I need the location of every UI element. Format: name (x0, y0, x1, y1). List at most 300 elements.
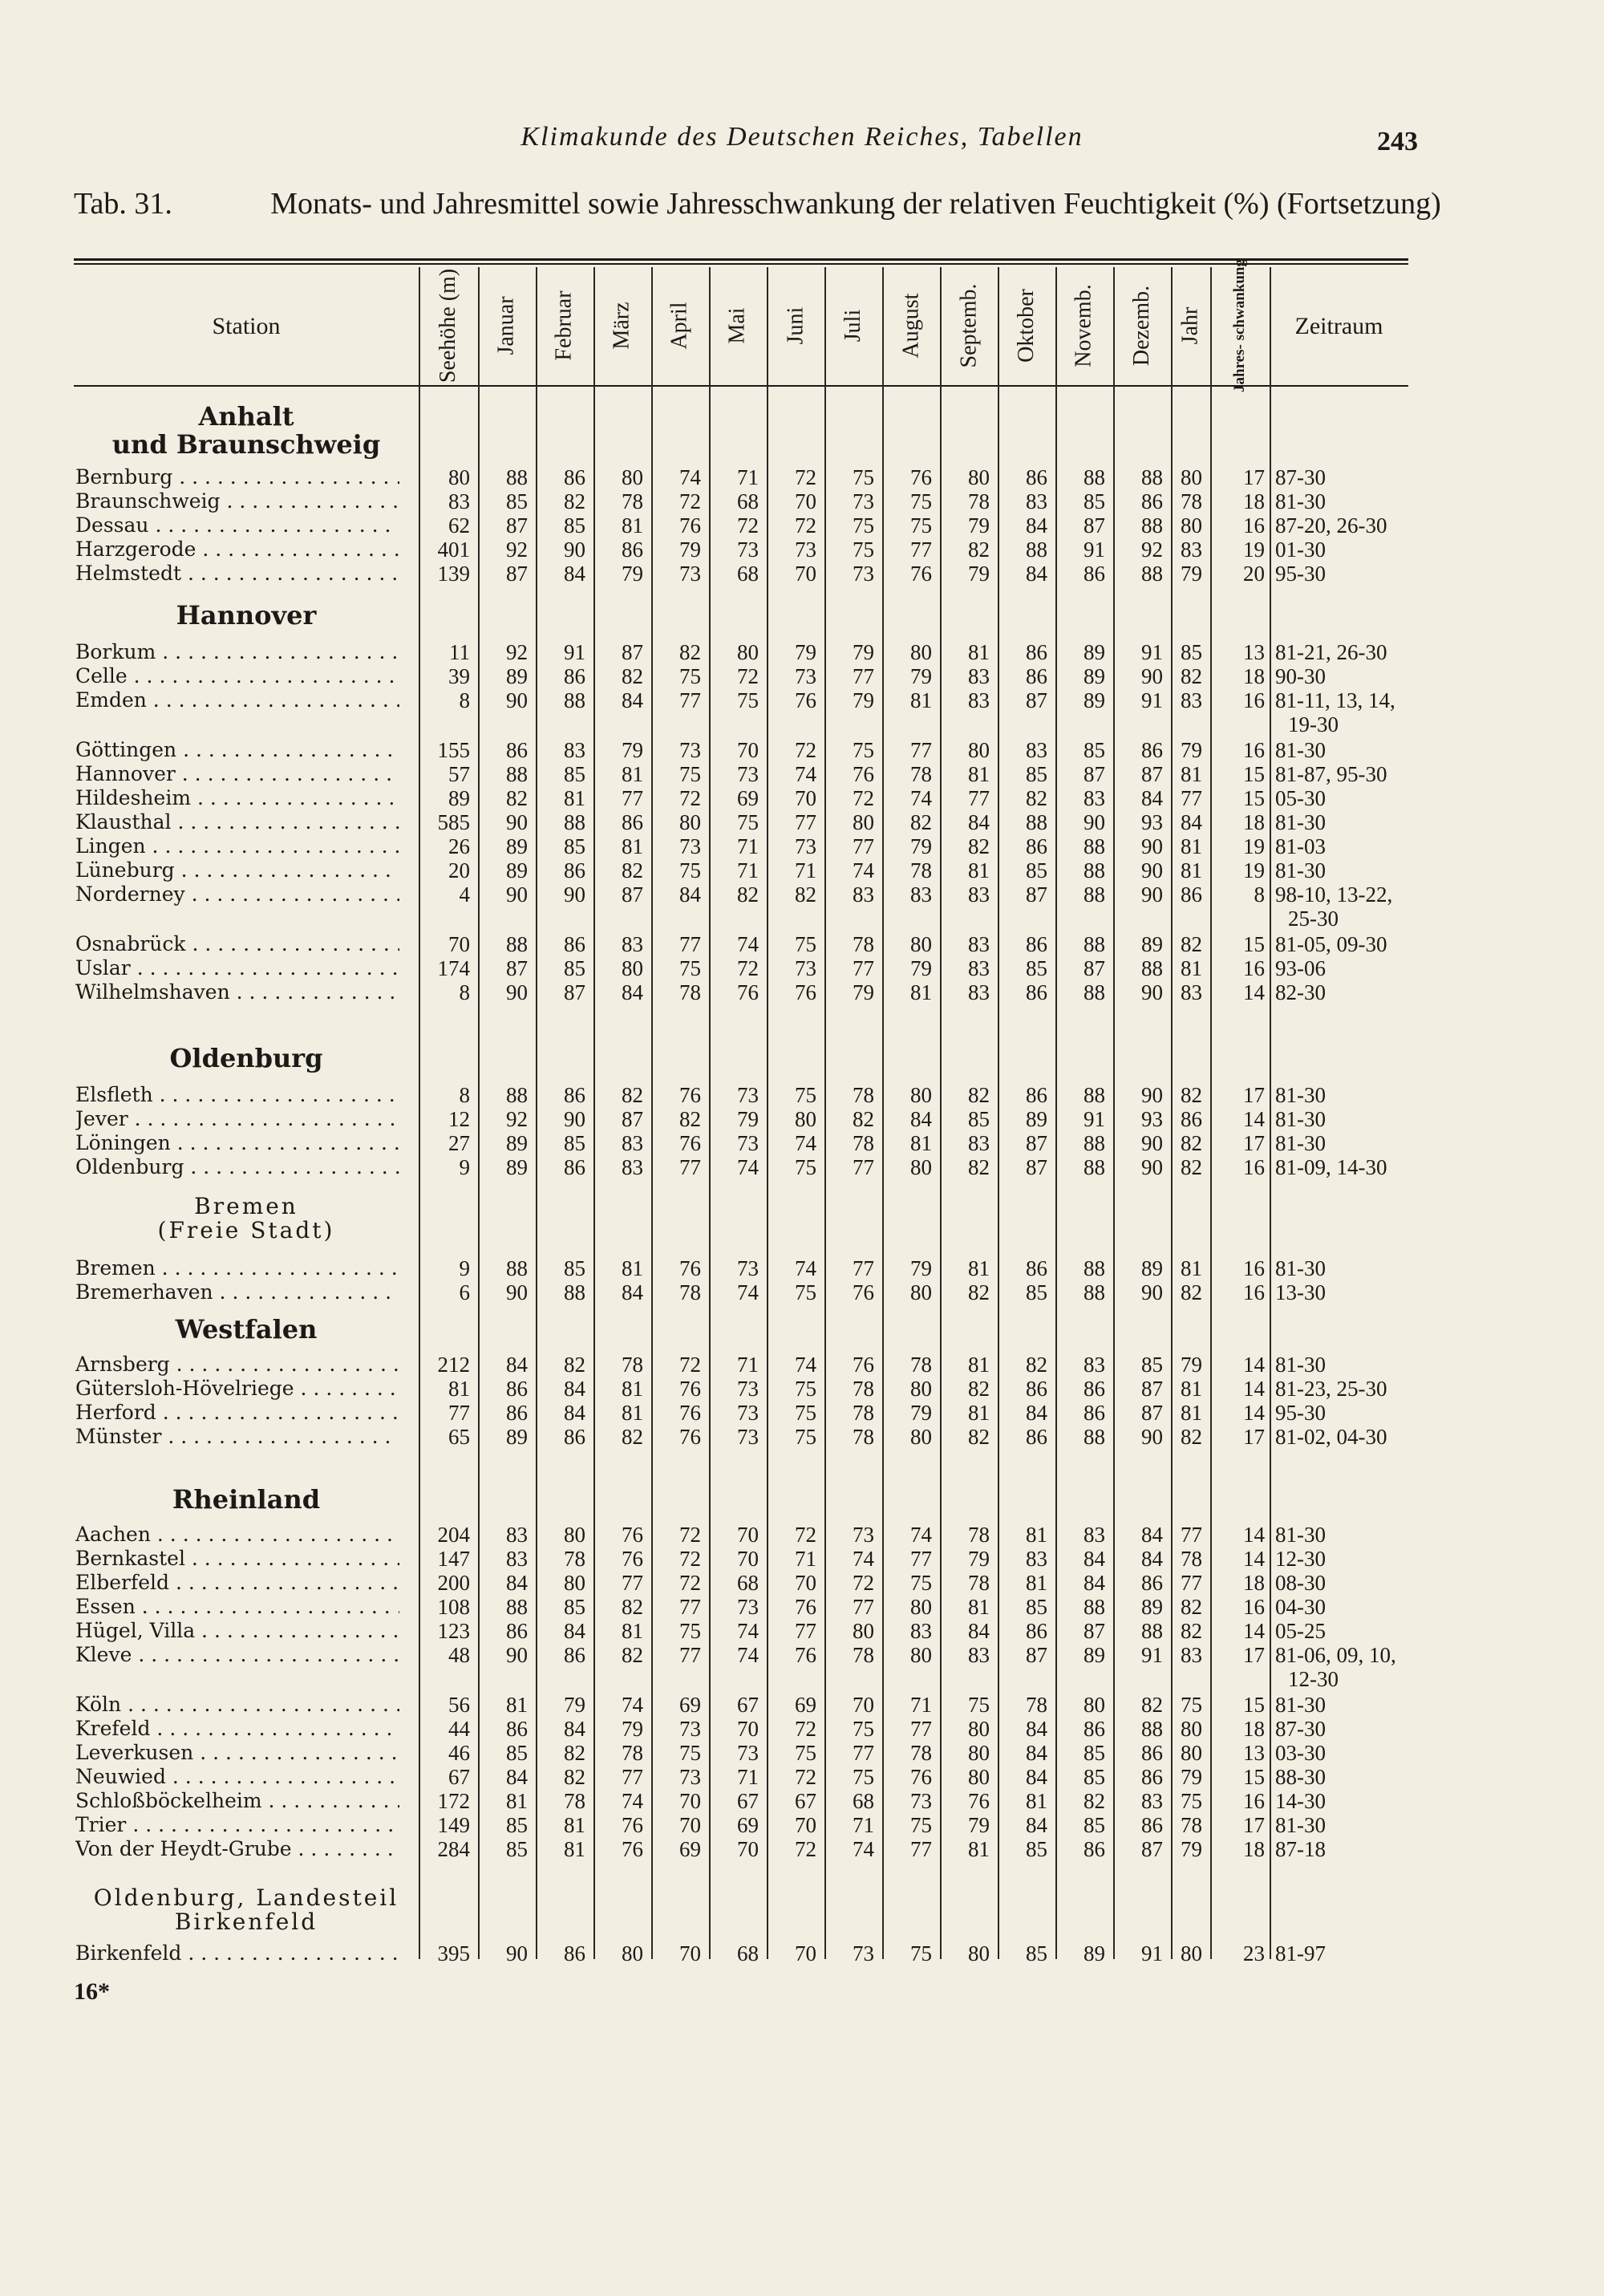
cell-schwankung: 17 (1243, 1643, 1265, 1667)
column-header-jahr (1171, 267, 1210, 384)
cell-jahr: 83 (1181, 980, 1202, 1004)
top-rule-inner (74, 263, 1408, 265)
cell-month-value: 70 (679, 1789, 701, 1813)
cell-month-value: 78 (853, 1377, 874, 1401)
table-row (0, 640, 1604, 664)
cell-month-value: 79 (910, 1401, 932, 1425)
cell-month-value: 80 (968, 1941, 990, 1965)
cell-month-value: 87 (1141, 1377, 1163, 1401)
cell-jahr: 81 (1181, 762, 1202, 786)
cell-schwankung: 14 (1243, 980, 1265, 1004)
cell-month-value: 82 (795, 882, 816, 907)
table-row (0, 537, 1604, 562)
table-caption-text: Monats- und Jahresmittel sowie Jahresschwankung der relativen Feuchtigkeit (%) (Fortsetzung) (270, 187, 1441, 221)
cell-schwankung: 14 (1243, 1401, 1265, 1425)
cell-month-value: 80 (622, 956, 643, 980)
station-name: Lingen . . . (75, 834, 399, 858)
cell-month-value: 80 (910, 1595, 932, 1619)
cell-month-value: 75 (795, 1401, 816, 1425)
cell-month-value: 75 (795, 1155, 816, 1179)
cell-month-value: 73 (737, 1401, 759, 1425)
cell-zeitraum: 81-30 (1275, 1693, 1326, 1717)
cell-month-value: 75 (853, 465, 874, 489)
cell-zeitraum: 13-30 (1275, 1280, 1326, 1304)
cell-month-value: 72 (679, 1547, 701, 1571)
cell-month-value: 88 (506, 465, 528, 489)
cell-month-value: 69 (737, 1813, 759, 1837)
cell-month-value: 85 (1026, 956, 1047, 980)
cell-zeitraum: 81-30 (1275, 738, 1326, 762)
cell-month-value: 70 (795, 786, 816, 810)
cell-month-value: 88 (1141, 562, 1163, 586)
table-row (0, 810, 1604, 834)
cell-month-value: 86 (1141, 738, 1163, 762)
cell-month-value: 88 (506, 1083, 528, 1107)
cell-month-value: 73 (737, 537, 759, 562)
cell-month-value: 85 (506, 1813, 528, 1837)
cell-jahr: 83 (1181, 688, 1202, 712)
group-title: Westfalen (175, 1314, 318, 1345)
cell-month-value: 76 (679, 513, 701, 537)
cell-month-value: 73 (737, 1377, 759, 1401)
cell-jahr: 82 (1181, 932, 1202, 956)
cell-month-value: 89 (1084, 688, 1105, 712)
table-row-continuation (0, 1667, 1604, 1691)
cell-jahr: 81 (1181, 834, 1202, 858)
cell-month-value: 76 (853, 1280, 874, 1304)
cell-month-value: 80 (679, 810, 701, 834)
cell-month-value: 77 (910, 1547, 932, 1571)
group-title: Birkenfeld (174, 1909, 318, 1935)
cell-zeitraum: 81-03 (1275, 834, 1326, 858)
cell-month-value: 84 (622, 688, 643, 712)
cell-month-value: 87 (622, 882, 643, 907)
cell-month-value: 83 (968, 980, 990, 1004)
cell-seehoehe: 81 (448, 1377, 470, 1401)
cell-month-value: 71 (795, 1547, 816, 1571)
cell-month-value: 79 (622, 1717, 643, 1741)
station-name: Uslar . . . (75, 956, 399, 980)
cell-seehoehe: 585 (437, 810, 470, 834)
table-row (0, 1619, 1604, 1643)
cell-month-value: 90 (564, 882, 585, 907)
station-name: Von der Heydt-Grube . . . (75, 1837, 399, 1860)
column-header-month-label: Dezemb. (1129, 285, 1155, 367)
cell-month-value: 82 (1084, 1789, 1105, 1813)
cell-zeitraum: 05-25 (1275, 1619, 1326, 1643)
cell-month-value: 79 (737, 1107, 759, 1131)
cell-month-value: 88 (1084, 1155, 1105, 1179)
cell-month-value: 88 (1084, 1256, 1105, 1280)
cell-jahr: 80 (1181, 1741, 1202, 1765)
cell-zeitraum: 14-30 (1275, 1789, 1326, 1813)
cell-month-value: 74 (737, 1155, 759, 1179)
cell-month-value: 75 (853, 738, 874, 762)
cell-month-value: 79 (968, 513, 990, 537)
cell-month-value: 88 (1084, 1280, 1105, 1304)
cell-month-value: 72 (737, 956, 759, 980)
cell-schwankung: 18 (1243, 1717, 1265, 1741)
cell-month-value: 71 (853, 1813, 874, 1837)
cell-seehoehe: 70 (448, 932, 470, 956)
cell-month-value: 84 (564, 562, 585, 586)
cell-seehoehe: 62 (448, 513, 470, 537)
station-name: Braunschweig . . . (75, 489, 399, 513)
cell-month-value: 86 (1084, 1377, 1105, 1401)
cell-month-value: 88 (1084, 882, 1105, 907)
cell-month-value: 74 (795, 762, 816, 786)
cell-month-value: 92 (1141, 537, 1163, 562)
cell-month-value: 77 (853, 1595, 874, 1619)
cell-month-value: 76 (853, 1353, 874, 1377)
cell-jahr: 82 (1181, 1280, 1202, 1304)
cell-month-value: 70 (737, 1837, 759, 1861)
cell-month-value: 82 (506, 786, 528, 810)
cell-month-value: 81 (622, 1377, 643, 1401)
station-name: Celle . . . (75, 664, 399, 688)
cell-month-value: 84 (1084, 1571, 1105, 1595)
cell-month-value: 78 (910, 1353, 932, 1377)
station-name: Hügel, Villa . . . (75, 1619, 399, 1642)
cell-month-value: 90 (1141, 1131, 1163, 1155)
station-name: Neuwied . . . (75, 1765, 399, 1788)
cell-month-value: 83 (968, 956, 990, 980)
cell-zeitraum: 87-20, 26-30 (1275, 513, 1387, 537)
cell-month-value: 86 (506, 1619, 528, 1643)
group-title: Anhalt (198, 401, 294, 432)
cell-month-value: 82 (622, 1425, 643, 1449)
station-name: Bernkastel . . . (75, 1547, 399, 1570)
cell-month-value: 79 (853, 640, 874, 664)
cell-month-value: 75 (795, 1741, 816, 1765)
station-name: Borkum . . . (75, 640, 399, 663)
cell-month-value: 87 (1084, 513, 1105, 537)
station-name: Schloßböckelheim . . . (75, 1789, 399, 1812)
cell-month-value: 86 (506, 1401, 528, 1425)
cell-month-value: 76 (737, 980, 759, 1004)
table-row (0, 956, 1604, 980)
column-header-month-label: Oktober (1014, 289, 1039, 363)
cell-jahr: 81 (1181, 1401, 1202, 1425)
cell-month-value: 80 (853, 1619, 874, 1643)
cell-month-value: 90 (506, 980, 528, 1004)
cell-seehoehe: 80 (448, 465, 470, 489)
cell-month-value: 84 (1026, 513, 1047, 537)
cell-month-value: 88 (506, 1595, 528, 1619)
cell-month-value: 79 (910, 956, 932, 980)
cell-month-value: 87 (1026, 688, 1047, 712)
cell-month-value: 84 (622, 980, 643, 1004)
cell-month-value: 80 (564, 1571, 585, 1595)
station-name: Münster . . . (75, 1425, 399, 1448)
cell-month-value: 90 (1141, 858, 1163, 882)
cell-month-value: 85 (1026, 1595, 1047, 1619)
cell-month-value: 72 (795, 1717, 816, 1741)
cell-schwankung: 18 (1243, 664, 1265, 688)
cell-month-value: 82 (968, 1425, 990, 1449)
cell-month-value: 71 (737, 834, 759, 858)
group-title: Oldenburg (169, 1043, 323, 1073)
cell-month-value: 72 (795, 1837, 816, 1861)
cell-month-value: 76 (622, 1547, 643, 1571)
cell-month-value: 87 (1141, 1837, 1163, 1861)
column-header-month-label: August (898, 293, 923, 359)
cell-month-value: 81 (1026, 1789, 1047, 1813)
table-row (0, 1643, 1604, 1667)
cell-jahr: 79 (1181, 562, 1202, 586)
cell-month-value: 91 (564, 640, 585, 664)
cell-month-value: 85 (564, 956, 585, 980)
station-name: Lüneburg . . . (75, 858, 399, 882)
cell-zeitraum-continued: 12-30 (1288, 1667, 1339, 1691)
station-name: Osnabrück . . . (75, 932, 399, 955)
cell-month-value: 86 (506, 738, 528, 762)
cell-seehoehe: 139 (437, 562, 470, 586)
cell-month-value: 87 (1141, 762, 1163, 786)
cell-month-value: 69 (679, 1693, 701, 1717)
cell-month-value: 73 (795, 834, 816, 858)
table-row (0, 562, 1604, 586)
cell-month-value: 72 (679, 1353, 701, 1377)
station-name: Aachen . . . (75, 1523, 399, 1546)
cell-month-value: 79 (910, 664, 932, 688)
cell-jahr: 79 (1181, 738, 1202, 762)
cell-month-value: 83 (564, 738, 585, 762)
station-name: Harzgerode . . . (75, 537, 399, 561)
cell-month-value: 89 (506, 858, 528, 882)
cell-month-value: 81 (622, 513, 643, 537)
cell-month-value: 81 (910, 688, 932, 712)
cell-month-value: 72 (679, 1571, 701, 1595)
cell-month-value: 88 (1084, 834, 1105, 858)
cell-schwankung: 17 (1243, 1083, 1265, 1107)
cell-zeitraum: 81-21, 26-30 (1275, 640, 1387, 664)
cell-month-value: 89 (506, 1131, 528, 1155)
column-header-jahr-label: Jahr (1177, 306, 1203, 345)
cell-month-value: 88 (1141, 1717, 1163, 1741)
cell-zeitraum: 81-97 (1275, 1941, 1326, 1965)
cell-month-value: 76 (622, 1837, 643, 1861)
cell-jahr: 78 (1181, 489, 1202, 513)
cell-month-value: 90 (506, 810, 528, 834)
cell-month-value: 70 (853, 1693, 874, 1717)
cell-month-value: 80 (968, 738, 990, 762)
cell-month-value: 82 (622, 1643, 643, 1667)
cell-month-value: 73 (679, 834, 701, 858)
cell-month-value: 82 (968, 834, 990, 858)
cell-month-value: 86 (1084, 1717, 1105, 1741)
cell-schwankung: 19 (1243, 834, 1265, 858)
cell-schwankung: 8 (1254, 882, 1265, 907)
cell-month-value: 72 (737, 664, 759, 688)
cell-month-value: 91 (1141, 1643, 1163, 1667)
cell-month-value: 83 (1026, 1547, 1047, 1571)
station-name: Wilhelmshaven . . . (75, 980, 399, 1004)
table-row (0, 834, 1604, 858)
cell-month-value: 82 (968, 1377, 990, 1401)
cell-month-value: 72 (853, 786, 874, 810)
cell-seehoehe: 57 (448, 762, 470, 786)
table-row (0, 932, 1604, 956)
cell-month-value: 88 (1141, 1619, 1163, 1643)
cell-month-value: 69 (737, 786, 759, 810)
cell-month-value: 73 (679, 1717, 701, 1741)
cell-month-value: 84 (1026, 1401, 1047, 1425)
cell-month-value: 88 (564, 810, 585, 834)
cell-month-value: 81 (622, 1256, 643, 1280)
cell-month-value: 82 (968, 1280, 990, 1304)
cell-month-value: 92 (506, 640, 528, 664)
cell-zeitraum: 81-05, 09-30 (1275, 932, 1387, 956)
cell-month-value: 81 (622, 834, 643, 858)
cell-month-value: 80 (910, 640, 932, 664)
cell-month-value: 68 (853, 1789, 874, 1813)
cell-schwankung: 18 (1243, 810, 1265, 834)
cell-schwankung: 16 (1243, 1595, 1265, 1619)
cell-month-value: 77 (910, 1837, 932, 1861)
cell-month-value: 81 (968, 640, 990, 664)
cell-month-value: 77 (622, 1765, 643, 1789)
cell-month-value: 90 (564, 537, 585, 562)
cell-month-value: 86 (1026, 834, 1047, 858)
cell-month-value: 84 (1026, 1765, 1047, 1789)
cell-month-value: 91 (1084, 1107, 1105, 1131)
cell-month-value: 90 (564, 1107, 585, 1131)
cell-month-value: 83 (968, 1643, 990, 1667)
cell-month-value: 80 (564, 1523, 585, 1547)
group-title: (Freie Stadt) (157, 1217, 335, 1243)
cell-month-value: 75 (679, 1741, 701, 1765)
cell-month-value: 71 (737, 1765, 759, 1789)
cell-month-value: 81 (564, 786, 585, 810)
cell-month-value: 73 (910, 1789, 932, 1813)
cell-month-value: 79 (679, 537, 701, 562)
cell-jahr: 83 (1181, 537, 1202, 562)
cell-month-value: 74 (795, 1256, 816, 1280)
cell-month-value: 81 (564, 1813, 585, 1837)
cell-month-value: 84 (1141, 786, 1163, 810)
group-title: Rheinland (172, 1484, 321, 1515)
cell-month-value: 70 (795, 562, 816, 586)
cell-month-value: 78 (622, 489, 643, 513)
cell-month-value: 80 (968, 1717, 990, 1741)
cell-month-value: 87 (1141, 1401, 1163, 1425)
group-title: Hannover (176, 600, 317, 631)
cell-schwankung: 16 (1243, 956, 1265, 980)
cell-month-value: 72 (795, 465, 816, 489)
cell-month-value: 84 (1141, 1523, 1163, 1547)
cell-month-value: 86 (1026, 932, 1047, 956)
cell-month-value: 88 (506, 932, 528, 956)
cell-seehoehe: 8 (459, 688, 470, 712)
cell-month-value: 81 (564, 1837, 585, 1861)
cell-month-value: 87 (506, 956, 528, 980)
cell-month-value: 80 (968, 465, 990, 489)
cell-schwankung: 15 (1243, 1693, 1265, 1717)
cell-jahr: 80 (1181, 1941, 1202, 1965)
cell-month-value: 76 (679, 1401, 701, 1425)
cell-month-value: 80 (795, 1107, 816, 1131)
cell-month-value: 83 (968, 688, 990, 712)
cell-month-value: 81 (968, 1353, 990, 1377)
station-name: Jever . . . (75, 1107, 399, 1130)
cell-month-value: 77 (679, 688, 701, 712)
cell-month-value: 83 (968, 882, 990, 907)
cell-month-value: 72 (679, 489, 701, 513)
cell-month-value: 89 (506, 1425, 528, 1449)
cell-month-value: 82 (1141, 1693, 1163, 1717)
cell-month-value: 88 (1141, 956, 1163, 980)
cell-jahr: 80 (1181, 513, 1202, 537)
cell-jahr: 77 (1181, 1571, 1202, 1595)
table-row (0, 1813, 1604, 1837)
cell-month-value: 86 (1026, 664, 1047, 688)
cell-month-value: 90 (506, 882, 528, 907)
cell-month-value: 79 (853, 688, 874, 712)
cell-month-value: 82 (564, 1353, 585, 1377)
cell-month-value: 88 (506, 1256, 528, 1280)
cell-month-value: 82 (564, 1741, 585, 1765)
cell-month-value: 84 (1026, 1717, 1047, 1741)
cell-month-value: 80 (1084, 1693, 1105, 1717)
column-header-month (1055, 267, 1113, 384)
cell-month-value: 90 (1141, 882, 1163, 907)
cell-month-value: 81 (968, 1256, 990, 1280)
cell-month-value: 69 (679, 1837, 701, 1861)
cell-month-value: 75 (910, 1941, 932, 1965)
cell-zeitraum: 81-09, 14-30 (1275, 1155, 1387, 1179)
cell-month-value: 84 (564, 1401, 585, 1425)
cell-month-value: 86 (1026, 1619, 1047, 1643)
cell-seehoehe: 147 (437, 1547, 470, 1571)
cell-month-value: 83 (1084, 1353, 1105, 1377)
cell-month-value: 75 (968, 1693, 990, 1717)
station-name: Köln . . . (75, 1693, 399, 1716)
cell-month-value: 91 (1141, 1941, 1163, 1965)
cell-month-value: 86 (1026, 465, 1047, 489)
cell-month-value: 85 (1141, 1353, 1163, 1377)
cell-month-value: 75 (737, 810, 759, 834)
cell-jahr: 79 (1181, 1837, 1202, 1861)
cell-schwankung: 15 (1243, 786, 1265, 810)
column-header-month (709, 267, 767, 384)
column-header-month-label: Januar (494, 296, 520, 355)
cell-month-value: 91 (1084, 537, 1105, 562)
cell-month-value: 72 (679, 1523, 701, 1547)
cell-month-value: 82 (564, 489, 585, 513)
cell-month-value: 77 (795, 1619, 816, 1643)
cell-jahr: 81 (1181, 1377, 1202, 1401)
cell-month-value: 70 (737, 1717, 759, 1741)
cell-month-value: 89 (1084, 1643, 1105, 1667)
cell-month-value: 74 (853, 1837, 874, 1861)
cell-month-value: 67 (795, 1789, 816, 1813)
cell-month-value: 78 (853, 1643, 874, 1667)
cell-month-value: 68 (737, 489, 759, 513)
cell-month-value: 82 (1026, 1353, 1047, 1377)
cell-schwankung: 13 (1243, 1741, 1265, 1765)
cell-schwankung: 14 (1243, 1523, 1265, 1547)
cell-zeitraum: 93-06 (1275, 956, 1326, 980)
cell-month-value: 89 (1141, 1595, 1163, 1619)
column-header-month-label: Juni (783, 306, 808, 345)
column-header-zeitraum: Zeitraum (1294, 313, 1383, 339)
cell-month-value: 82 (910, 810, 932, 834)
cell-zeitraum: 81-30 (1275, 1353, 1326, 1377)
cell-jahr: 82 (1181, 664, 1202, 688)
cell-jahr: 77 (1181, 1523, 1202, 1547)
table-row (0, 1280, 1604, 1304)
